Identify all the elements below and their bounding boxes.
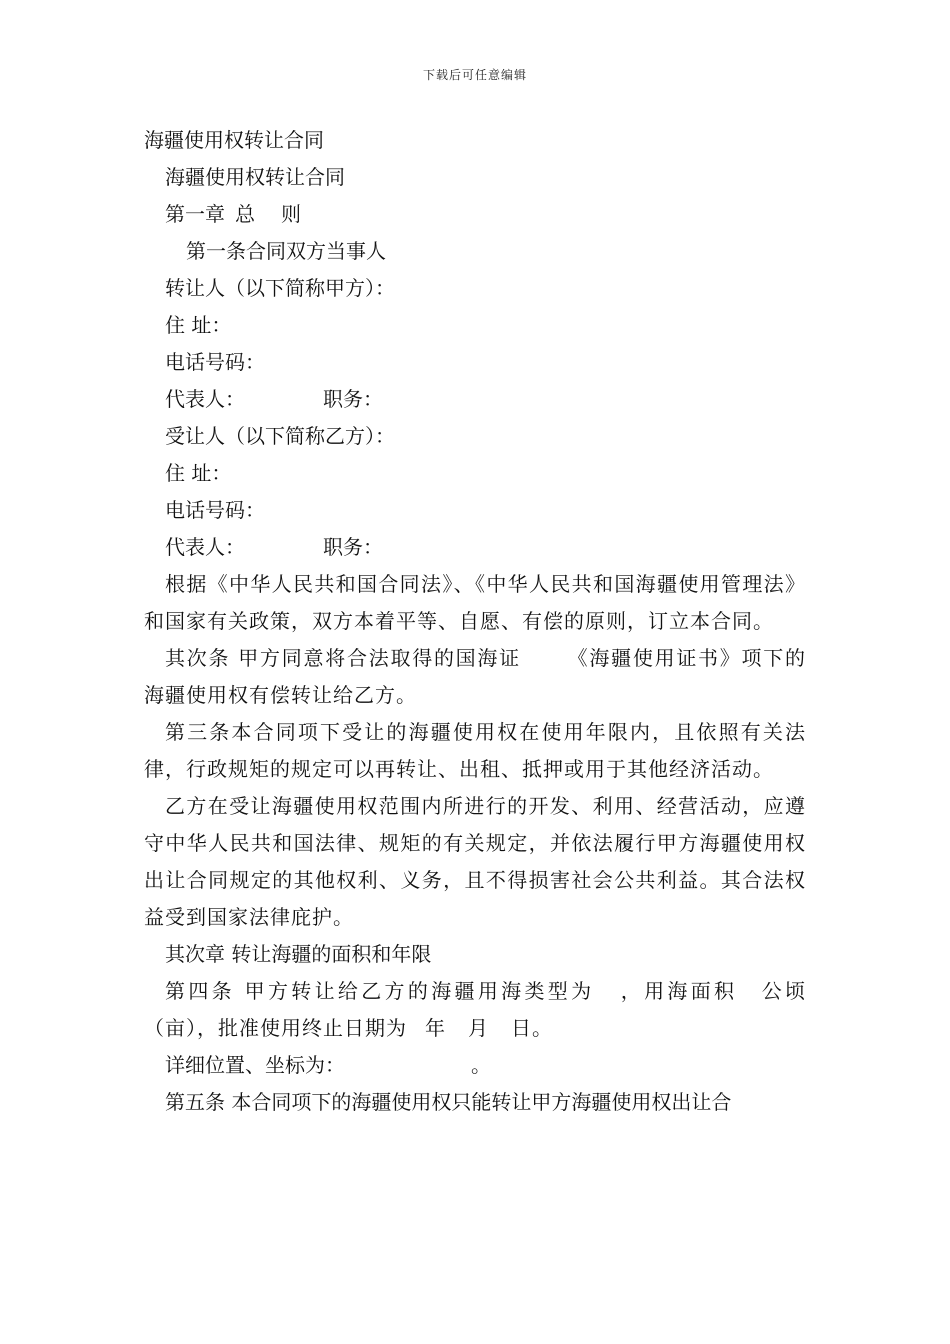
party-a-title: 职务：	[323, 387, 383, 411]
party-b-address: 住 址：	[165, 461, 232, 485]
party-b-rep-line	[144, 529, 806, 566]
location-label: 详细位置、坐标为：	[165, 1053, 345, 1077]
article-4-part1: 第四条 甲方转让给乙方的海疆用海类型为	[165, 979, 595, 1003]
chapter-1-heading	[144, 196, 806, 233]
chapter-2-heading: 其次章 转让海疆的面积和年限	[165, 942, 432, 966]
article-4-month: 月	[468, 1016, 489, 1040]
document-title: 海疆使用权转让合同	[144, 128, 324, 152]
article-5-paragraph: 第五条 本合同项下的海疆使用权只能转让甲方海疆使用权出让合	[165, 1090, 732, 1114]
party-b-rep: 代表人：	[165, 535, 245, 559]
party-a-label: 转让人（以下简称甲方）：	[165, 276, 395, 300]
chapter-1-number: 第一章	[165, 202, 225, 226]
article-4-paragraph	[144, 973, 806, 1047]
article-3-paragraph-2: 乙方在受让海疆使用权范围内所进行的开发、利用、经营活动，应遵守中华人民共和国法律、规矩的有关规定，并依法履行甲方海疆使用权出让合同规定的其他权利、义务，且不得损害社会公共利益。其合法权益受到国家法律庇护。	[144, 794, 806, 929]
party-a-rep-line	[144, 381, 806, 418]
chapter-1-word-a: 总	[235, 202, 255, 226]
article-2-part1: 其次条 甲方同意将合法取得的国海证	[165, 646, 521, 670]
party-b-title: 职务：	[323, 535, 383, 559]
article-4-day: 日。	[511, 1016, 553, 1040]
article-3-paragraph: 第三条本合同项下受让的海疆使用权在使用年限内，且依照有关法律，行政规矩的规定可以再转让、出租、抵押或用于其他经济活动。	[144, 720, 806, 781]
location-line	[144, 1047, 806, 1084]
article-4-year: 年	[425, 1016, 446, 1040]
article-4-part3: 公顷（亩），批准使用终止日期为	[144, 979, 807, 1040]
party-a-phone: 电话号码：	[165, 350, 265, 374]
article-2-part2: 《海疆使用证书》项下的海疆使用权有偿转让给乙方。	[144, 646, 806, 707]
article-1-heading: 第一条合同双方当事人	[186, 239, 386, 263]
document-body	[144, 122, 806, 1121]
document-subtitle: 海疆使用权转让合同	[165, 165, 345, 189]
party-b-phone: 电话号码：	[165, 498, 265, 522]
party-b-label: 受让人（以下简称乙方）：	[165, 424, 395, 448]
page-header-note: 下载后可任意编辑	[422, 68, 527, 82]
location-end: 。	[471, 1053, 491, 1077]
party-a-rep: 代表人：	[165, 387, 245, 411]
preamble-paragraph: 根据《中华人民共和国合同法》、《中华人民共和国海疆使用管理法》和国家有关政策，双方本着平等、自愿、有偿的原则，订立本合同。	[144, 572, 806, 633]
article-2-paragraph	[144, 640, 806, 714]
article-4-part2: ，用海面积	[618, 979, 738, 1003]
party-a-address: 住 址：	[165, 313, 232, 337]
chapter-1-word-b: 则	[281, 202, 301, 226]
